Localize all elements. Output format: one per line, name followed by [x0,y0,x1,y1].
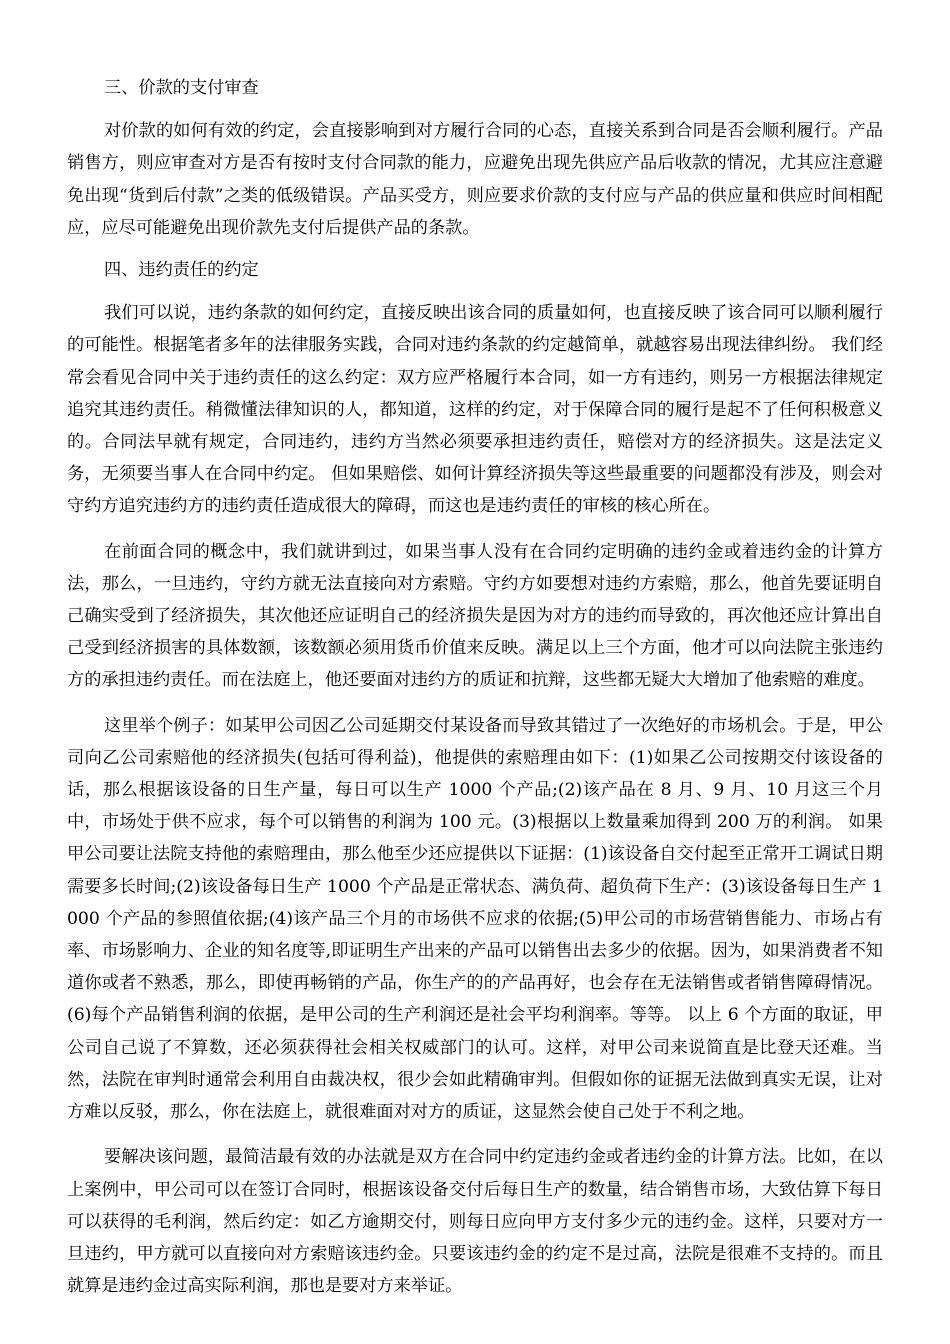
spacer [67,286,883,297]
spacer [67,104,883,115]
paragraph-breach-clause-quality: 我们可以说，违约条款的如何约定，直接反映出该合同的质量如何，也直接反映了该合同可以顺利履行的可能性。根据笔者多年的法律服务实践，合同对违约条款的约定越简单，就越容易出现法律纠纷。 我们经常会看见合同中关于违约责任的这么约定：双方应严格履行本合同，如一方有违约，则另一方根据法律规定追究其违约责任。稍微懂法律知识的人，都知道，这样的约定，对于保障合同的履行是起不了任何积极意义的。合同法早就有规定，合同违约，违约方当然必须要承担违约责任，赔偿对方的经济损失。这是法定义务，无须要当事人在合同中约定。 但如果赔偿、如何计算经济损失等这些最重要的问题都没有涉及，则会对守约方追究违约方的违约责任造成很大的障碍，而这也是违约责任的审核的核心所在。 [67,303,883,517]
paragraph-solution: 要解决该问题，最简洁最有效的办法就是双方在合同中约定违约金或者违约金的计算方法。比如，在以上案例中，甲公司可以在签订合同时，根据该设备交付后每日生产的数量，结合销售市场，大致估算下每日可以获得的毛利润，然后约定：如乙方逾期交付，则每日应向甲方支付多少元的违约金。这样，只要对方一旦违约，甲方就可以直接向对方索赔该违约金。只要该违约金的约定不是过高，法院是很难不支持的。而且就算是违约金过高实际利润，那也是要对方来举证。 [67,1147,883,1297]
spacer [67,697,883,710]
spacer [67,523,883,536]
paragraph-liquidated-damages-burden: 在前面合同的概念中，我们就讲到过，如果当事人没有在合同约定明确的违约金或着违约金的计算方法，那么，一旦违约，守约方就无法直接向对方索赔。守约方如要想对违约方索赔，那么，他首先要证明自己确实受到了经济损失，其次他还应证明自己的经济损失是因为对方的违约而导致的，再次他还应计算出自己受到经济损害的具体数额，该数额必须用货币价值来反映。满足以上三个方面，他才可以向法院主张违约方的承担违约责任。而在法庭上，他还要面对违约方的质证和抗辩，这些都无疑大大增加了他索赔的难度。 [67,541,883,691]
section-heading-breach-liability: 四、违约责任的约定 [104,260,259,281]
paragraph-payment-agreement: 对价款的如何有效的约定，会直接影响到对方履行合同的心态，直接关系到合同是否会顺利履行。产品销售方，则应审查对方是否有按时支付合同款的能力，应避免出现先供应产品后收款的情况，尤其应注意避免出现“货到后付款”之类的低级错误。产品买受方，则应要求价款的支付应与产品的供应量和供应时间相配应，应尽可能避免出现价款先支付后提供产品的条款。 [67,121,883,238]
paragraph-example-case: 这里举个例子：如某甲公司因乙公司延期交付某设备而导致其错过了一次绝好的市场机会。于是，甲公司向乙公司索赔他的经济损失(包括可得利益)，他提供的索赔理由如下：(1)如果乙公司按期交付该设备的话，那么根据该设备的日生产量，每日可以生产 1000 个产品;(2)该产品在 8 月、9 月、10 月这三个月中，市场处于供不应求，每个可以销售的利润为 100 元。(3)根据以上数量乘加得到 200 万的利润。 如果甲公司要让法院支持他的索赔理由，那么他至少还应提供以下证据：(1)该设备自交付起至正常开工调试日期需要多长时间;(2)该设备每日生产 1000 个产品是正常状态、满负荷、超负荷下生产：(3)该设备每日生产 1000 个产品的参照值依据;(4)该产品三个月的市场供不应求的依据;(5)甲公司的市场营销售能力、市场占有率、市场影响力、企业的知名度等,即证明生产出来的产品可以销售出去多少的依据。因为，如果消费者不知道你或者不熟悉，那么，即使再畅销的产品，你生产的的产品再好，也会存在无法销售或者销售障碍情况。(6)每个产品销售利润的依据，是甲公司的生产利润还是社会平均利润率。等等。 以上 6 个方面的取证，甲公司自己说了不算数，还必须获得社会相关权威部门的认可。这样，对甲公司来说简直是比登天还难。当然，法院在审判时通常会利用自由裁决权，很少会如此精确审判。但假如你的证据无法做到真实无误，让对方难以反驳，那么，你在法庭上，就很难面对对方的质证，这显然会使自己处于不利之地。 [67,715,883,1123]
document-page [67,72,883,1302]
section-heading-payment-review: 三、价款的支付审查 [104,78,259,98]
spacer [67,244,883,254]
spacer [67,1128,883,1141]
